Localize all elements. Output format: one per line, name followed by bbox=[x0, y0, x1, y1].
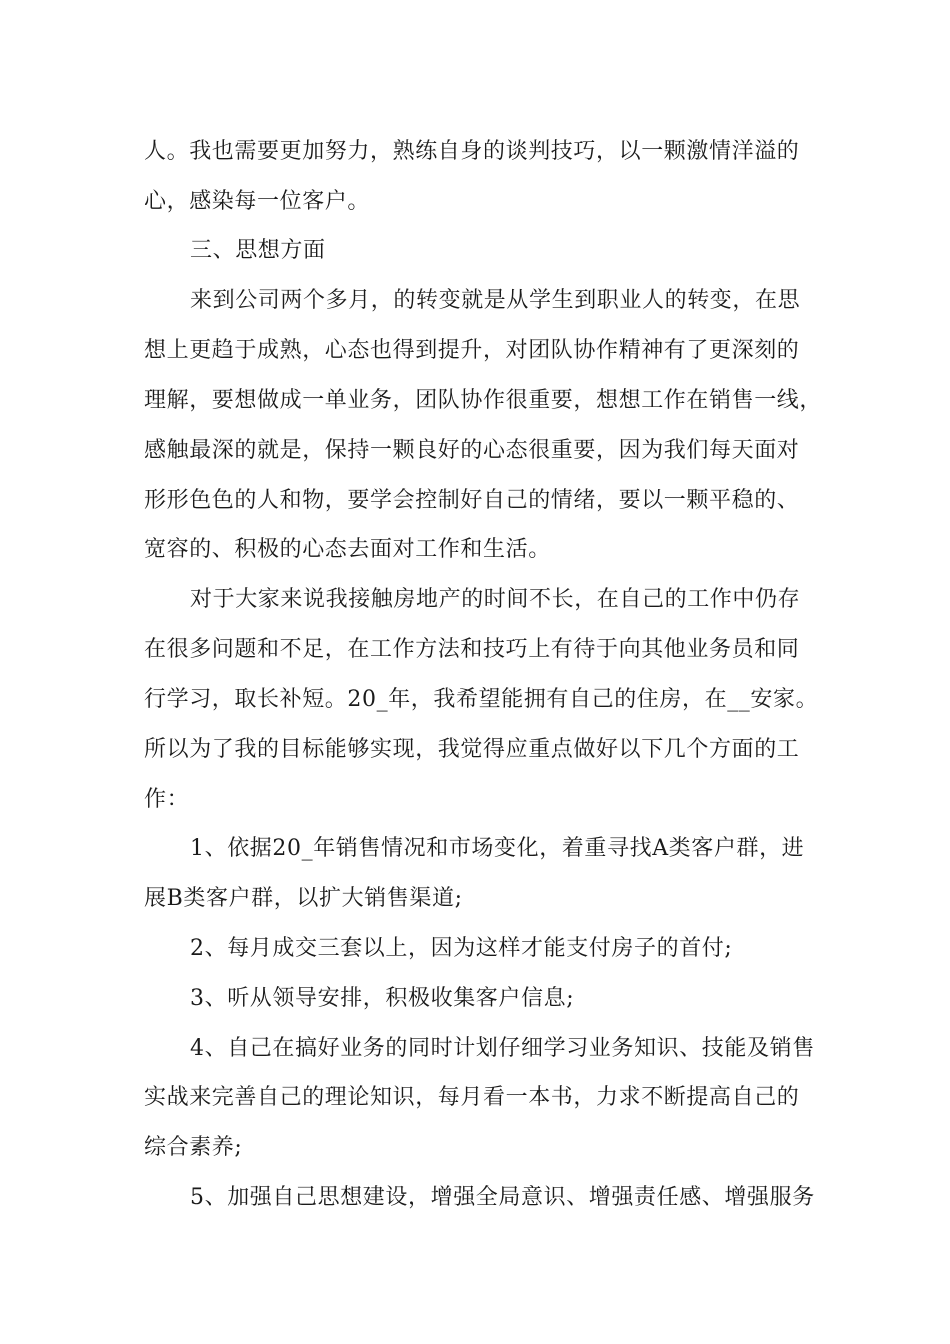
text-line: 想上更趋于成熟，心态也得到提升，对团队协作精神有了更深刻的 bbox=[144, 338, 800, 363]
section-heading: 三、思想方面 bbox=[190, 238, 326, 263]
text-line: 形形色色的人和物，要学会控制好自己的情绪，要以一颗平稳的、 bbox=[144, 488, 800, 513]
paragraph-start: 来到公司两个多月，的转变就是从学生到职业人的转变，在思 bbox=[190, 288, 801, 313]
text-line: 心，感染每一位客户。 bbox=[144, 189, 371, 214]
text-line: 宽容的、积极的心态去面对工作和生活。 bbox=[144, 537, 551, 562]
text-line: 行学习，取长补短。20_年，我希望能拥有自己的住房，在__安家。 bbox=[144, 687, 819, 712]
list-item-start: 5、加强自己思想建设，增强全局意识、增强责任感、增强服务 bbox=[190, 1185, 815, 1210]
paragraph-start: 对于大家来说我接触房地产的时间不长，在自己的工作中仍存 bbox=[190, 587, 801, 612]
text-line: 人。我也需要更加努力，熟练自身的谈判技巧，以一颗激情洋溢的 bbox=[144, 139, 800, 164]
text-line: 展B类客户群，以扩大销售渠道; bbox=[144, 886, 463, 911]
text-line: 实战来完善自己的理论知识，每月看一本书，力求不断提高自己的 bbox=[144, 1085, 800, 1110]
list-item-start: 1、依据20_年销售情况和市场变化，着重寻找A类客户群，进 bbox=[190, 836, 805, 861]
list-item-start: 3、听从领导安排，积极收集客户信息; bbox=[190, 986, 575, 1011]
text-line: 所以为了我的目标能够实现，我觉得应重点做好以下几个方面的工 bbox=[144, 737, 800, 762]
text-line: 作： bbox=[144, 787, 190, 812]
text-line: 感触最深的就是，保持一颗良好的心态很重要，因为我们每天面对 bbox=[144, 438, 800, 463]
text-line: 在很多问题和不足，在工作方法和技巧上有待于向其他业务员和同 bbox=[144, 637, 800, 662]
list-item-start: 4、自己在搞好业务的同时计划仔细学习业务知识、技能及销售 bbox=[190, 1036, 815, 1061]
text-line: 理解，要想做成一单业务，团队协作很重要，想想工作在销售一线， bbox=[144, 388, 823, 413]
list-item-start: 2、每月成交三套以上，因为这样才能支付房子的首付; bbox=[190, 936, 733, 961]
text-line: 综合素养; bbox=[144, 1135, 243, 1160]
